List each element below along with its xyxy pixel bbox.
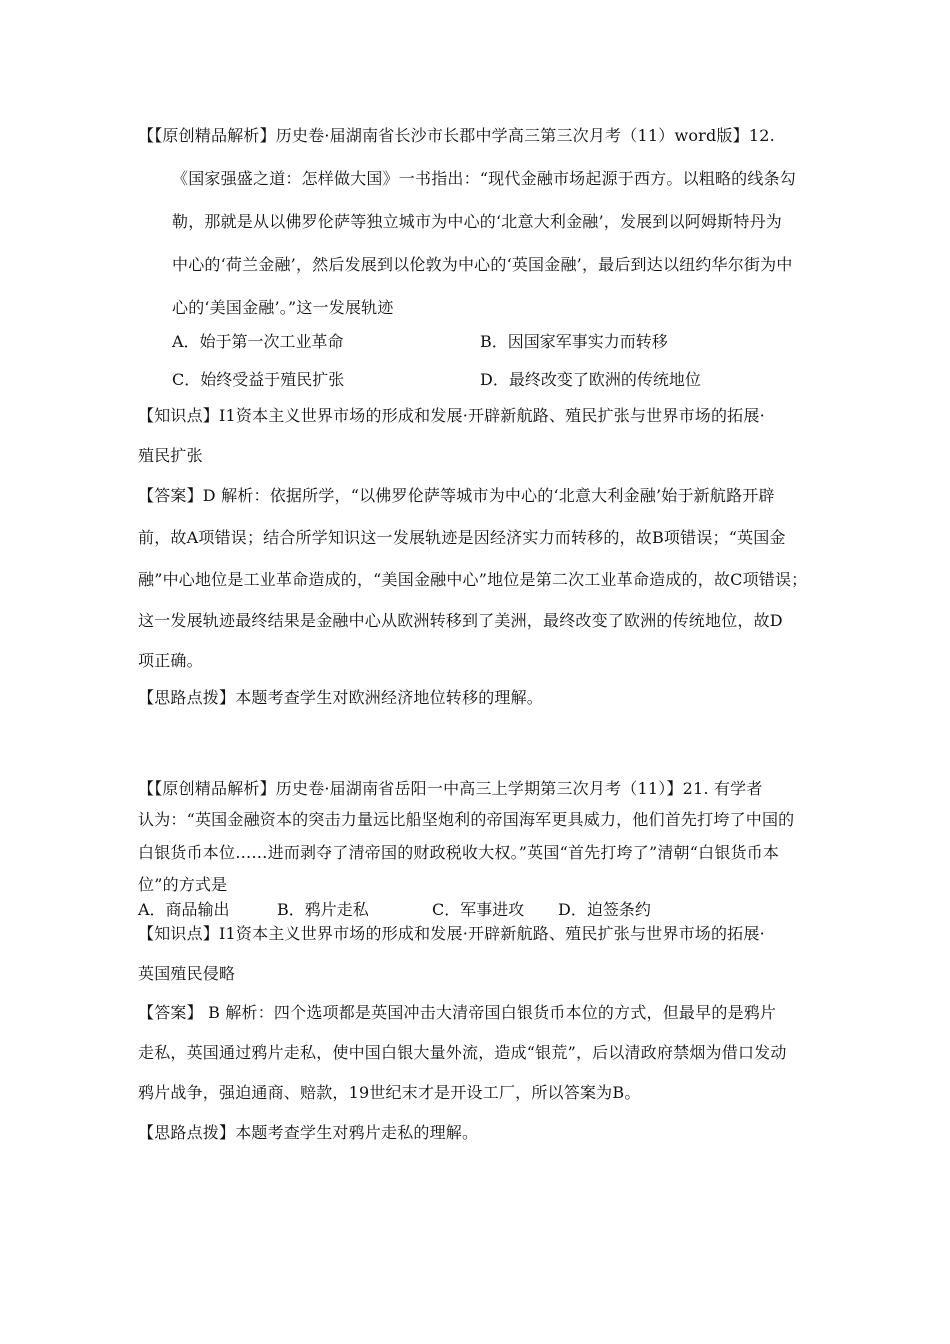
q2-knowledge-cont: 英国殖民侵略: [138, 964, 236, 983]
q1-option-b: B．因国家军事实力而转移: [480, 332, 668, 351]
q1-option-c: C．始终受益于殖民扩张: [172, 370, 345, 389]
q1-answer-line: 项正确。: [138, 651, 203, 670]
q1-stem-line: 中心的‘荷兰金融’，然后发展到以伦敦为中心的‘英国金融’，最后到达以纽约华尔街为中: [172, 255, 793, 274]
q2-knowledge: 【知识点】I1资本主义世界市场的形成和发展·开辟新航路、殖民扩张与世界市场的拓展·: [138, 924, 765, 943]
q2-tip: 【思路点拨】本题考查学生对鸦片走私的理解。: [138, 1123, 479, 1142]
q1-answer-line: 这一发展轨迹最终结果是金融中心从欧洲转移到了美洲，最终改变了欧洲的传统地位，故D: [138, 611, 783, 630]
q1-stem-line: 勒，那就是从以佛罗伦萨等独立城市为中心的‘北意大利金融’，发展到以阿姆斯特丹为: [172, 212, 782, 231]
q2-option-b: B．鸦片走私: [277, 900, 369, 919]
q1-answer-line: 【答案】D 解析：依据所学，“以佛罗伦萨等城市为中心的‘北意大利金融’始于新航路开辟: [138, 486, 775, 505]
q2-option-c: C．军事进攻: [432, 900, 525, 919]
q1-knowledge: 【知识点】I1资本主义世界市场的形成和发展·开辟新航路、殖民扩张与世界市场的拓展·: [138, 406, 765, 425]
q2-answer-line: 【答案】 B 解析：四个选项都是英国冲击大清帝国白银货币本位的方式，但最早的是鸦片: [138, 1003, 777, 1022]
q2-stem-line: 位”的方式是: [138, 875, 228, 894]
q2-stem-line: 认为：“英国金融资本的突击力量远比船坚炮利的帝国海军更具威力，他们首先打垮了中国的: [138, 810, 795, 829]
q1-stem-line: 心的‘美国金融’。”这一发展轨迹: [172, 298, 394, 317]
q1-option-d: D．最终改变了欧洲的传统地位: [480, 370, 701, 389]
q1-stem-line: 《国家强盛之道：怎样做大国》一书指出：“现代金融市场起源于西方。以粗略的线条勾: [172, 169, 796, 188]
q2-stem-line: 【【原创精品解析】历史卷·届湖南省岳阳一中高三上学期第三次月考（11）】21. 有学者: [138, 779, 763, 798]
q2-answer-line: 鸦片战争，强迫通商、赔款，19世纪末才是开设工厂，所以答案为B。: [138, 1083, 641, 1102]
q2-stem-line: 白银货币本位……进而剥夺了清帝国的财政税收大权。”英国“首先打垮了”清朝“白银货币本: [138, 843, 780, 862]
q1-header: 【【原创精品解析】历史卷·届湖南省长沙市长郡中学高三第三次月考（11）word版】12.: [138, 126, 775, 145]
q1-option-a: A．始于第一次工业革命: [172, 332, 344, 351]
q2-option-a: A．商品输出: [138, 900, 230, 919]
q1-answer-line: 前，故A项错误；结合所学知识这一发展轨迹是因经济实力而转移的，故B项错误；“英国金: [138, 528, 786, 547]
q1-answer-line: 融”中心地位是工业革命造成的，“美国金融中心”地位是第二次工业革命造成的，故C项错误；: [138, 570, 808, 589]
q2-answer-line: 走私，英国通过鸦片走私，使中国白银大量外流，造成“银荒”，后以清政府禁烟为借口发动: [138, 1043, 787, 1062]
q1-knowledge-cont: 殖民扩张: [138, 446, 203, 465]
q2-option-d: D．迫签条约: [558, 900, 651, 919]
q1-tip: 【思路点拨】本题考查学生对欧洲经济地位转移的理解。: [138, 688, 544, 707]
